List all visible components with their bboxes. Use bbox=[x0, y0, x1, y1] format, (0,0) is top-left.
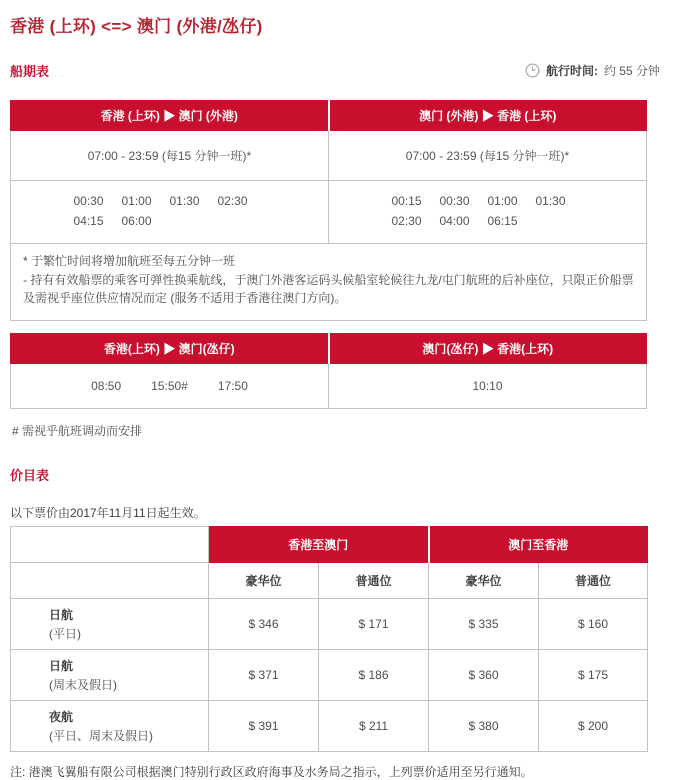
night-times-hk-to-macau bbox=[11, 181, 329, 244]
fare-value: $ 360 bbox=[429, 649, 539, 700]
time-value: 00:15 bbox=[391, 194, 422, 208]
time-value: 00:30 bbox=[73, 194, 104, 208]
effective-date-note: 以下票价由2017年11月11日起生效。 bbox=[10, 505, 206, 520]
taipa-times-macau-to-hk bbox=[329, 363, 647, 408]
timetable-footnote-cell bbox=[11, 244, 647, 321]
page-title: 香港 (上环) <=> 澳门 (外港/氹仔) bbox=[10, 17, 263, 36]
fare-row-night bbox=[11, 700, 648, 751]
schedule-section-head bbox=[10, 61, 660, 80]
fare-value: $ 200 bbox=[539, 700, 648, 751]
time-value: 10:10 bbox=[472, 378, 503, 393]
time-value: 02:30 bbox=[391, 214, 422, 228]
fare-value: $ 346 bbox=[209, 598, 319, 649]
fare-sublabel: (周末及假日) bbox=[49, 677, 117, 692]
fare-sublabel: (平日) bbox=[49, 626, 81, 641]
times-grid bbox=[74, 194, 266, 228]
time-value: 01:30 bbox=[535, 194, 566, 208]
night-times-row bbox=[11, 181, 647, 244]
fare-value: $ 175 bbox=[539, 649, 648, 700]
taipa-times-row bbox=[11, 363, 647, 408]
column-header-macau-taipa-to-hk: 澳门(氹仔) ▶ 香港(上环) bbox=[329, 333, 647, 363]
footnote-line-1: * 于繁忙时间将增加航班至每五分钟一班 bbox=[23, 254, 236, 268]
fare-value: $ 171 bbox=[319, 598, 429, 649]
times-grid bbox=[392, 194, 584, 228]
taipa-times-hk-to-macau bbox=[11, 363, 329, 408]
column-header-hk-to-macau-taipa: 香港(上环) ▶ 澳门(氹仔) bbox=[11, 333, 329, 363]
frequency-macau-to-hk: 07:00 - 23:59 (每15 分钟一班)* bbox=[329, 131, 647, 181]
fare-blank-corner-cell bbox=[11, 526, 209, 562]
time-value: 17:50 bbox=[217, 378, 248, 393]
group-header-macau-to-hk: 澳门至香港 bbox=[429, 526, 648, 562]
outer-harbour-timetable bbox=[10, 100, 647, 321]
time-value: 02:30 bbox=[217, 194, 248, 208]
class-header-economy: 普通位 bbox=[539, 562, 648, 598]
time-value: 01:00 bbox=[487, 194, 518, 208]
fare-value: $ 211 bbox=[319, 700, 429, 751]
time-value: 00:30 bbox=[439, 194, 470, 208]
time-value: 01:00 bbox=[121, 194, 152, 208]
time-value: 15:50# bbox=[151, 378, 188, 393]
times-list bbox=[15, 379, 324, 393]
time-value: 06:15 bbox=[487, 214, 518, 228]
time-value: 06:00 bbox=[121, 214, 152, 228]
fare-group-header-row bbox=[11, 526, 648, 562]
column-header-macau-outer-to-hk: 澳门 (外港) ▶ 香港 (上环) bbox=[329, 101, 647, 131]
column-header-hk-to-macau-outer: 香港 (上环) ▶ 澳门 (外港) bbox=[11, 101, 329, 131]
time-value: 08:50 bbox=[91, 378, 122, 393]
group-header-hk-to-macau: 香港至澳门 bbox=[209, 526, 429, 562]
fare-sublabel: (平日、周末及假日) bbox=[49, 728, 153, 743]
times-list bbox=[333, 379, 642, 393]
time-value: 01:30 bbox=[169, 194, 200, 208]
fare-value: $ 371 bbox=[209, 649, 319, 700]
class-header-economy: 普通位 bbox=[319, 562, 429, 598]
table-header-row bbox=[11, 333, 647, 363]
clock-icon bbox=[525, 63, 540, 78]
fare-blank-cell bbox=[11, 562, 209, 598]
fare-row-label bbox=[11, 598, 209, 649]
taipa-footnote: # 需视乎航班调动而安排 bbox=[12, 423, 143, 438]
night-times-macau-to-hk bbox=[329, 181, 647, 244]
time-value: 04:00 bbox=[439, 214, 470, 228]
fare-table bbox=[10, 526, 648, 752]
footnote-line-2: - 持有有效船票的乘客可弹性换乘航线，于澳门外港客运码头候船室轮候往九龙/屯门航班的后补座位，只限正价船票及需视乎座位供应情况而定 (服务不适用于香港往澳门方向)。 bbox=[23, 272, 634, 306]
taipa-timetable bbox=[10, 333, 647, 409]
fare-label: 日航 bbox=[49, 607, 74, 622]
fare-value: $ 380 bbox=[429, 700, 539, 751]
sailing-time-value: 约 55 分钟 bbox=[603, 64, 660, 78]
class-header-deluxe: 豪华位 bbox=[209, 562, 319, 598]
timetable-footnote-row bbox=[11, 244, 647, 321]
sailing-time bbox=[525, 62, 660, 79]
fare-label: 夜航 bbox=[49, 709, 74, 724]
prices-heading: 价目表 bbox=[10, 467, 50, 483]
fare-row-label bbox=[11, 700, 209, 751]
fare-value: $ 335 bbox=[429, 598, 539, 649]
fare-value: $ 160 bbox=[539, 598, 648, 649]
frequency-row bbox=[11, 131, 647, 181]
fare-row-label bbox=[11, 649, 209, 700]
sailing-time-label: 航行时间: bbox=[545, 64, 598, 78]
fare-class-header-row bbox=[11, 562, 648, 598]
table-header-row bbox=[11, 101, 647, 131]
fare-label: 日航 bbox=[49, 658, 74, 673]
time-value: 04:15 bbox=[73, 214, 104, 228]
fare-value: $ 186 bbox=[319, 649, 429, 700]
fare-row-day-weekday bbox=[11, 598, 648, 649]
fare-disclaimer-note: 注: 港澳飞翼船有限公司根据澳门特别行政区政府海事及水务局之指示，上列票价适用至另行通知。 bbox=[10, 764, 533, 779]
fare-value: $ 391 bbox=[209, 700, 319, 751]
class-header-deluxe: 豪华位 bbox=[429, 562, 539, 598]
schedule-heading: 船期表 bbox=[10, 64, 50, 79]
fare-row-day-weekend bbox=[11, 649, 648, 700]
frequency-hk-to-macau: 07:00 - 23:59 (每15 分钟一班)* bbox=[11, 131, 329, 181]
